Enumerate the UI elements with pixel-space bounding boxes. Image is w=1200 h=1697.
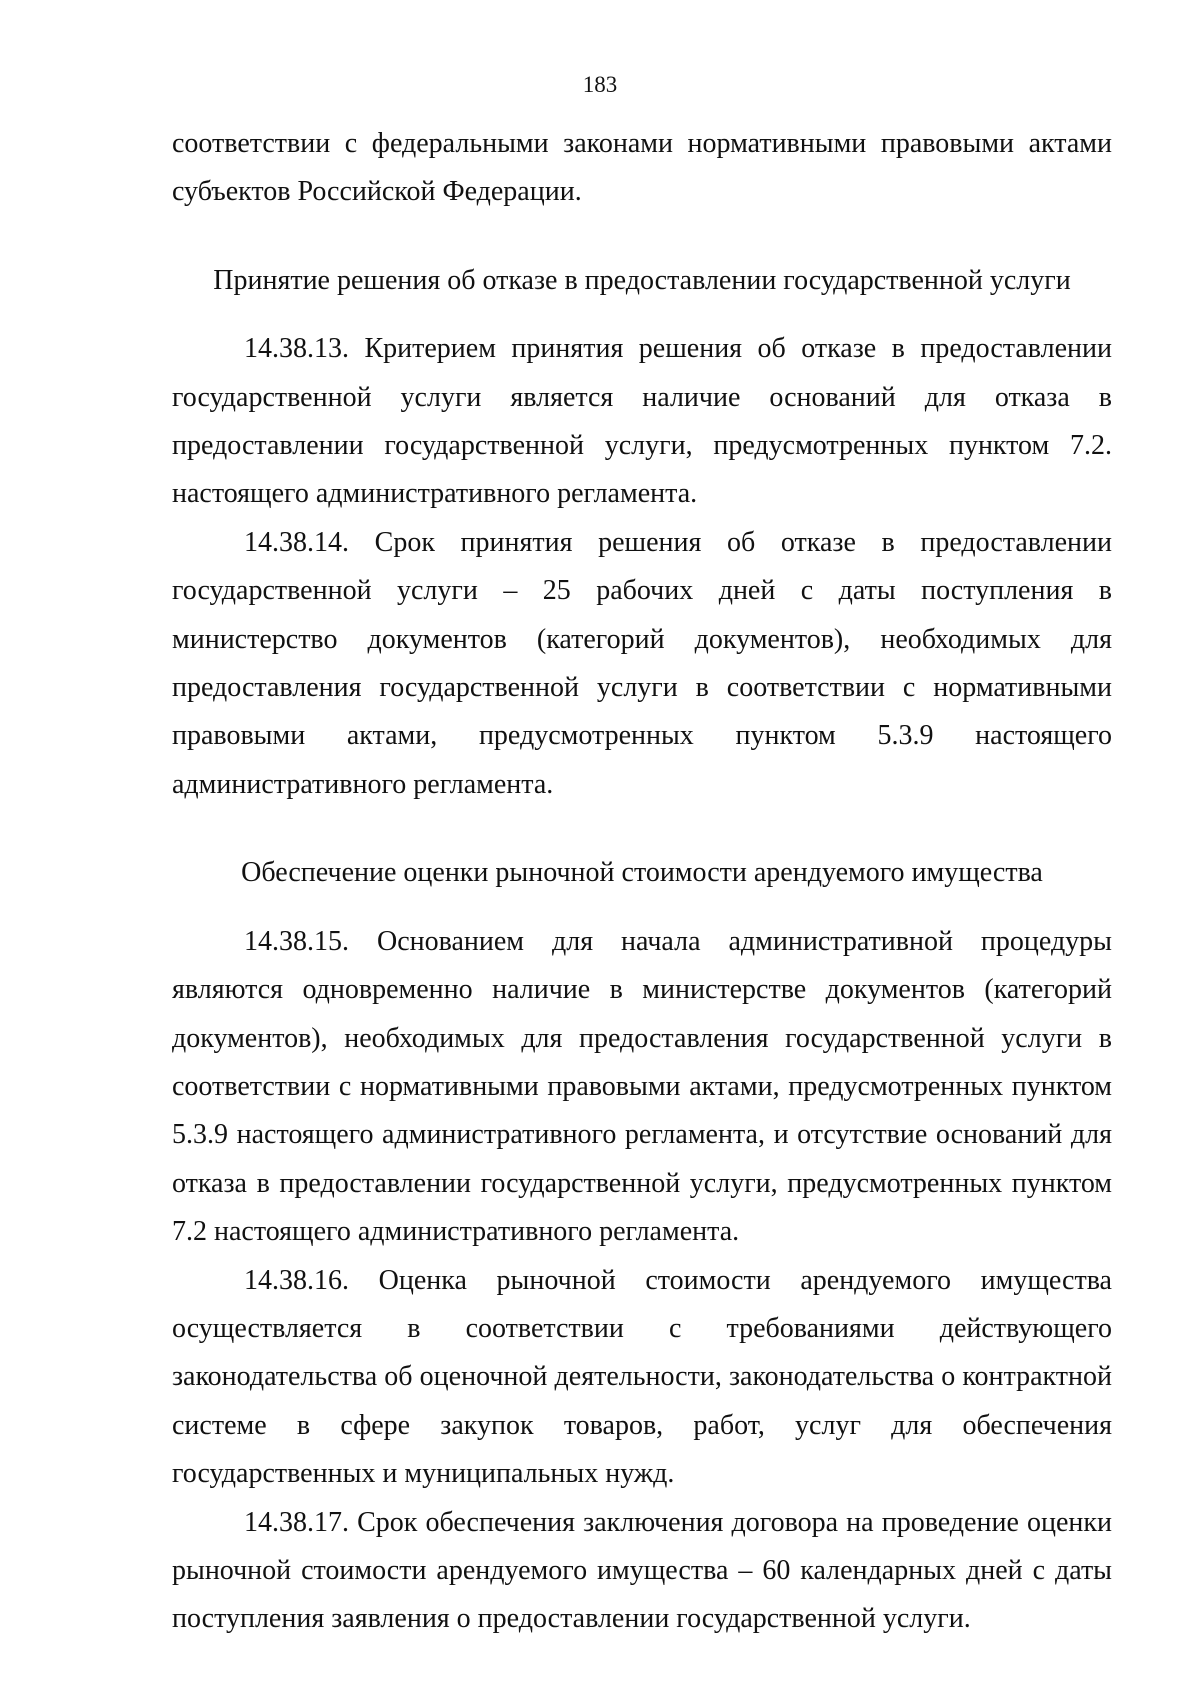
paragraph-14-38-16: 14.38.16. Оценка рыночной стоимости арендуемого имущества осуществляется в соответствии с требованиями действующего законодательства об оценочной деятельности, законодательства о контрактной системе в сфере закупок товаров, работ, услуг для обеспечения государственных и муниципальных нужд. — [172, 1264, 1112, 1490]
document-body — [172, 120, 1112, 1644]
paragraph-intro-continuation: соответствии с федеральными законами нормативными правовыми актами субъектов Российской Федерации. — [172, 128, 1112, 208]
paragraph-14-38-14: 14.38.14. Срок принятия решения об отказе в предоставлении государственной услуги – 25 рабочих дней с даты поступления в министерство документов (категорий документов), необходимых для предоставления государственной услуги в соответствии с нормативными правовыми актами, предусмотренных пунктом 5.3.9 настоящего административного регламента. — [172, 526, 1112, 800]
section-heading-market-value-assessment: Обеспечение оценки рыночной стоимости арендуемого имущества — [241, 857, 1043, 889]
paragraph-14-38-17: 14.38.17. Срок обеспечения заключения договора на проведение оценки рыночной стоимости арендуемого имущества – 60 календарных дней с даты поступления заявления о предоставлении государственной услуги. — [172, 1506, 1112, 1635]
page-number: 183 — [582, 72, 618, 97]
paragraph-14-38-13: 14.38.13. Критерием принятия решения об отказе в предоставлении государственной услуги является наличие оснований для отказа в предоставлении государственной услуги, предусмотренных пунктом 7.2. настоящего административного регламента. — [172, 333, 1112, 510]
section-heading-refusal-decision: Принятие решения об отказе в предоставлении государственной услуги — [213, 264, 1071, 296]
paragraph-14-38-15: 14.38.15. Основанием для начала административной процедуры являются одновременно наличие в министерстве документов (категорий документов), необходимых для предоставления государственной услуги в соответствии с нормативными правовыми актами, предусмотренных пунктом 5.3.9 настоящего административного регламента, и отсутствие оснований для отказа в предоставлении государственной услуги, предусмотренных пунктом 7.2 настоящего административного регламента. — [172, 925, 1112, 1248]
